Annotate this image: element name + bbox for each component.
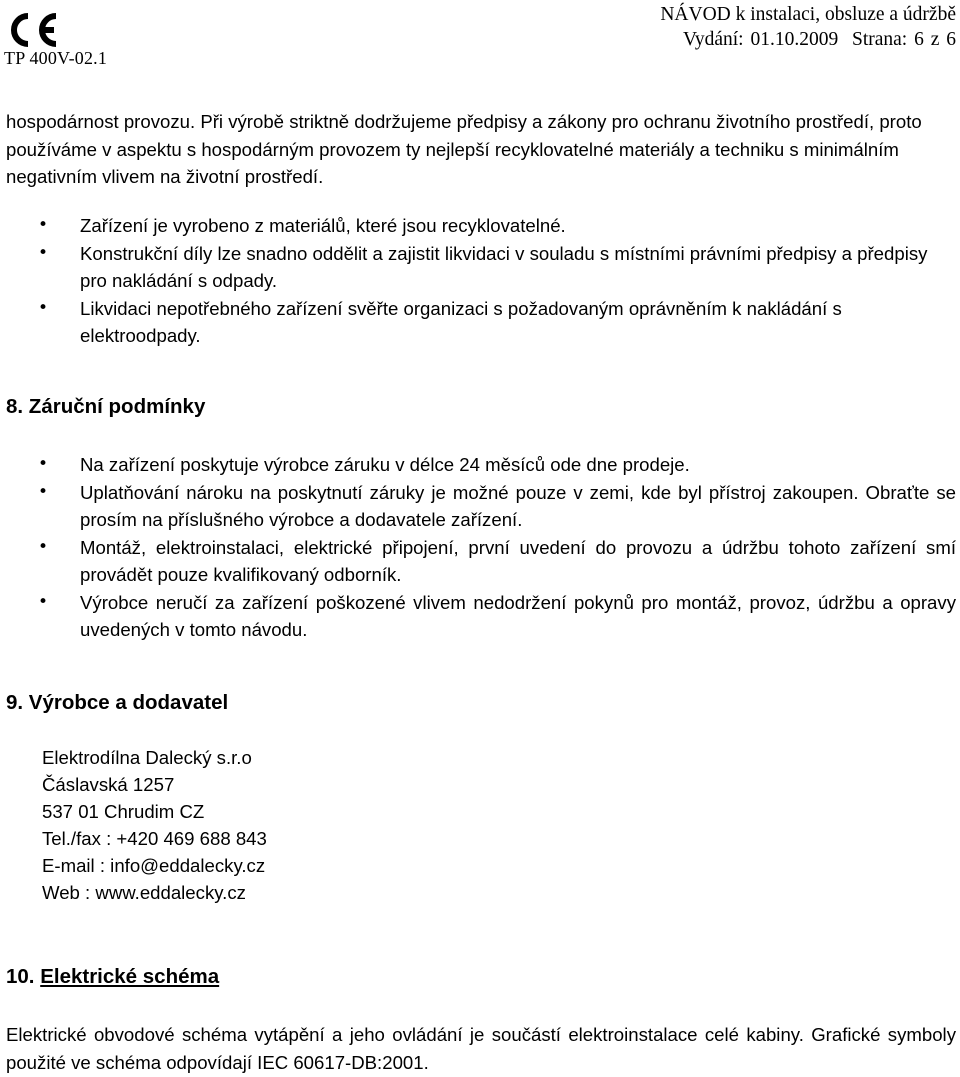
list-item: • Výrobce neručí za zařízení poškozené vlivem nedodržení pokynů pro montáž, provoz, údržbu a opravy uvedených v tomto návodu. <box>38 589 956 644</box>
model-number: TP 400V-02.1 <box>4 48 108 68</box>
city-address: 537 01 Chrudim CZ <box>42 800 205 822</box>
list-item: • Na zařízení poskytuje výrobce záruku v délce 24 měsíců ode dne prodeje. <box>38 451 956 479</box>
email-address: E-mail : info@eddalecky.cz <box>42 854 266 876</box>
phone-fax: Tel./fax : +420 469 688 843 <box>42 827 267 849</box>
section-10-heading <box>6 965 219 989</box>
warranty-list <box>38 451 956 644</box>
document-meta <box>683 29 956 51</box>
manufacturer-address <box>42 745 267 906</box>
section-10-number: 10. <box>6 965 35 988</box>
ecology-list <box>38 212 956 350</box>
schema-paragraph: Elektrické obvodové schéma vytápění a jeho ovládání je součástí elektroinstalace celé kabiny. Grafické symboly použité ve schéma odpovídají IEC 60617-DB:2001. <box>6 1024 956 1073</box>
company-name: Elektrodílna Dalecký s.r.o <box>42 747 252 768</box>
issue-date: Vydání: 01.10.2009 <box>682 29 839 50</box>
list-item: • Zařízení je vyrobeno z materiálů, které jsou recyklovatelné. <box>38 212 956 240</box>
list-item: • Montáž, elektroinstalaci, elektrické připojení, první uvedení do provozu a údržbu tohoto zařízení smí provádět pouze kvalifikovaný odborník. <box>38 534 956 589</box>
list-item: • Likvidaci nepotřebného zařízení svěřte organizaci s požadovaným oprávněním k nakládání s elektroodpady. <box>38 295 956 350</box>
intro-paragraph: hospodárnost provozu. Při výrobě striktně dodržujeme předpisy a zákony pro ochranu životního prostředí, proto používáme v aspektu s hospodárným provozem ty nejlepší recyklovatelné materiály a techniku s minimálním negativním vlivem na životní prostředí. <box>6 111 922 187</box>
section-8-heading: 8. Záruční podmínky <box>6 395 206 418</box>
list-item: • Uplatňování nároku na poskytnutí záruky je možné pouze v zemi, kde byl přístroj zakoupen. Obraťte se prosím na příslušného výrobce a dodavatele zařízení. <box>38 479 956 534</box>
ce-mark-logo <box>4 10 62 50</box>
page-number: Strana: 6 z 6 <box>851 29 956 50</box>
document-title: NÁVOD k instalaci, obsluze a údržbě <box>660 4 956 25</box>
section-10-title: Elektrické schéma <box>40 965 220 988</box>
list-item: • Konstrukční díly lze snadno oddělit a zajistit likvidaci v souladu s místními právními předpisy a předpisy pro nakládání s odpady. <box>38 240 956 295</box>
section-9-heading: 9. Výrobce a dodavatel <box>6 691 229 714</box>
website: Web : www.eddalecky.cz <box>42 881 246 903</box>
street-address: Čáslavská 1257 <box>42 773 175 795</box>
